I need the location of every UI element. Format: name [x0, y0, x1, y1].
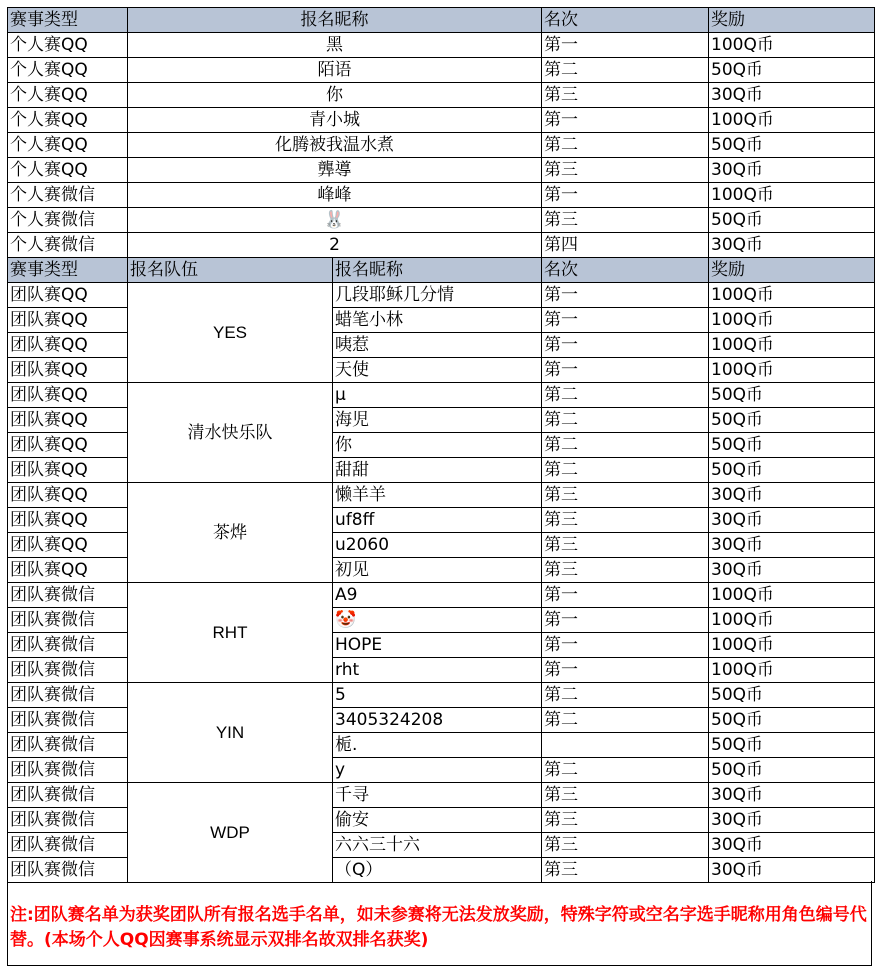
- type-cell: 团队赛QQ: [8, 458, 128, 483]
- nickname-cell: 化腾被我温水煮: [128, 133, 542, 158]
- reward-cell: 50Q币: [709, 683, 875, 708]
- type-cell: 团队赛QQ: [8, 408, 128, 433]
- nickname-cell: 初见: [333, 558, 542, 583]
- reward-cell: 100Q币: [709, 283, 875, 308]
- header-cell-reward: 奖励: [709, 8, 875, 33]
- reward-cell: 50Q币: [709, 758, 875, 783]
- type-cell: 团队赛QQ: [8, 358, 128, 383]
- nickname-cell: 懒羊羊: [333, 483, 542, 508]
- rank-cell: 第二: [542, 383, 709, 408]
- rank-cell: 第一: [542, 108, 709, 133]
- type-cell: 团队赛微信: [8, 733, 128, 758]
- type-cell: 团队赛微信: [8, 808, 128, 833]
- nickname-cell: 甜甜: [333, 458, 542, 483]
- reward-cell: 30Q币: [709, 233, 875, 258]
- type-cell: 团队赛QQ: [8, 333, 128, 358]
- reward-cell: 100Q币: [709, 33, 875, 58]
- nickname-cell: 你: [128, 83, 542, 108]
- rank-cell: 第三: [542, 858, 709, 883]
- type-cell: 团队赛微信: [8, 633, 128, 658]
- team-name-cell: 清水快乐队: [128, 383, 333, 483]
- individual-row: [8, 58, 875, 83]
- nickname-cell: （Q）: [333, 858, 542, 883]
- rank-cell: 第一: [542, 633, 709, 658]
- reward-cell: 30Q币: [709, 508, 875, 533]
- reward-cell: 50Q币: [709, 733, 875, 758]
- reward-cell: 30Q币: [709, 833, 875, 858]
- rank-cell: 第一: [542, 358, 709, 383]
- nickname-cell: μ: [333, 383, 542, 408]
- rank-cell: 第三: [542, 483, 709, 508]
- rank-cell: 第二: [542, 58, 709, 83]
- team-row: [8, 383, 875, 408]
- nickname-cell: 陌语: [128, 58, 542, 83]
- team-name-cell: WDP: [128, 783, 333, 883]
- reward-cell: 30Q币: [709, 808, 875, 833]
- reward-cell: 100Q币: [709, 633, 875, 658]
- reward-cell: 100Q币: [709, 333, 875, 358]
- team-name-cell: YES: [128, 283, 333, 383]
- team-row: [8, 283, 875, 308]
- individual-row: [8, 33, 875, 58]
- type-cell: 团队赛微信: [8, 708, 128, 733]
- type-cell: 个人赛QQ: [8, 158, 128, 183]
- type-cell: 团队赛微信: [8, 833, 128, 858]
- header-cell-nickname: 报名昵称: [333, 258, 542, 283]
- individual-row: [8, 133, 875, 158]
- team-row: [8, 783, 875, 808]
- nickname-cell: rht: [333, 658, 542, 683]
- individual-row: [8, 108, 875, 133]
- type-cell: 团队赛QQ: [8, 308, 128, 333]
- nickname-cell: 龏導: [128, 158, 542, 183]
- rank-cell: 第一: [542, 308, 709, 333]
- rank-cell: 第二: [542, 758, 709, 783]
- type-cell: 团队赛微信: [8, 758, 128, 783]
- team-row: [8, 483, 875, 508]
- reward-cell: 50Q币: [709, 208, 875, 233]
- individual-row: [8, 158, 875, 183]
- type-cell: 团队赛微信: [8, 583, 128, 608]
- rank-cell: [542, 733, 709, 758]
- type-cell: 个人赛微信: [8, 233, 128, 258]
- reward-cell: 100Q币: [709, 183, 875, 208]
- header-cell-reward: 奖励: [709, 258, 875, 283]
- individual-row: [8, 208, 875, 233]
- reward-cell: 100Q币: [709, 108, 875, 133]
- nickname-cell: 千寻: [333, 783, 542, 808]
- type-cell: 团队赛QQ: [8, 383, 128, 408]
- rank-cell: 第三: [542, 558, 709, 583]
- reward-cell: 100Q币: [709, 583, 875, 608]
- rank-cell: 第一: [542, 658, 709, 683]
- type-cell: 团队赛微信: [8, 683, 128, 708]
- nickname-cell: 六六三十六: [333, 833, 542, 858]
- reward-cell: 30Q币: [709, 158, 875, 183]
- header-cell-team: 报名队伍: [128, 258, 333, 283]
- team-row: [8, 583, 875, 608]
- nickname-cell: 黑: [128, 33, 542, 58]
- rank-cell: 第一: [542, 183, 709, 208]
- header-cell-nickname: 报名昵称: [128, 8, 542, 33]
- rank-cell: 第三: [542, 508, 709, 533]
- nickname-cell: 天使: [333, 358, 542, 383]
- rank-cell: 第四: [542, 233, 709, 258]
- rank-cell: 第三: [542, 533, 709, 558]
- nickname-cell: 咦惹: [333, 333, 542, 358]
- rank-cell: 第一: [542, 33, 709, 58]
- rank-cell: 第三: [542, 158, 709, 183]
- individual-row: [8, 83, 875, 108]
- rank-cell: 第一: [542, 283, 709, 308]
- nickname-cell: 栀.: [333, 733, 542, 758]
- type-cell: 个人赛QQ: [8, 83, 128, 108]
- results-table: [7, 7, 875, 883]
- rank-cell: 第二: [542, 458, 709, 483]
- nickname-cell: 几段耶稣几分情: [333, 283, 542, 308]
- team-header-row: [8, 258, 875, 283]
- type-cell: 团队赛微信: [8, 608, 128, 633]
- type-cell: 团队赛QQ: [8, 558, 128, 583]
- reward-cell: 30Q币: [709, 558, 875, 583]
- type-cell: 个人赛QQ: [8, 108, 128, 133]
- team-row: [8, 683, 875, 708]
- header-cell-rank: 名次: [542, 8, 709, 33]
- nickname-cell: uf8ff: [333, 508, 542, 533]
- nickname-cell: HOPE: [333, 633, 542, 658]
- type-cell: 个人赛QQ: [8, 133, 128, 158]
- header-cell-rank: 名次: [542, 258, 709, 283]
- reward-cell: 30Q币: [709, 783, 875, 808]
- nickname-cell: 🐰: [128, 208, 542, 233]
- nickname-cell: y: [333, 758, 542, 783]
- reward-cell: 50Q币: [709, 433, 875, 458]
- header-cell-type: 赛事类型: [8, 8, 128, 33]
- reward-cell: 50Q币: [709, 708, 875, 733]
- team-name-cell: YIN: [128, 683, 333, 783]
- rank-cell: 第三: [542, 208, 709, 233]
- reward-cell: 50Q币: [709, 58, 875, 83]
- type-cell: 团队赛微信: [8, 858, 128, 883]
- header-cell-type: 赛事类型: [8, 258, 128, 283]
- team-name-cell: RHT: [128, 583, 333, 683]
- reward-cell: 50Q币: [709, 133, 875, 158]
- type-cell: 团队赛QQ: [8, 283, 128, 308]
- reward-cell: 30Q币: [709, 858, 875, 883]
- rank-cell: 第二: [542, 708, 709, 733]
- type-cell: 个人赛QQ: [8, 33, 128, 58]
- reward-cell: 100Q币: [709, 658, 875, 683]
- nickname-cell: 偷安: [333, 808, 542, 833]
- type-cell: 团队赛QQ: [8, 508, 128, 533]
- rank-cell: 第一: [542, 333, 709, 358]
- nickname-cell: 海児: [333, 408, 542, 433]
- reward-cell: 100Q币: [709, 608, 875, 633]
- type-cell: 团队赛微信: [8, 658, 128, 683]
- type-cell: 个人赛QQ: [8, 58, 128, 83]
- note-text: 注:团队赛名单为获奖团队所有报名选手名单，如未参赛将无法发放奖励，特殊字符或空名字选手昵称用角色编号代替。(本场个人QQ因赛事系统显示双排名故双排名获奖): [10, 905, 867, 950]
- nickname-cell: 5: [333, 683, 542, 708]
- nickname-cell: A9: [333, 583, 542, 608]
- rank-cell: 第三: [542, 808, 709, 833]
- note-box: [7, 881, 872, 966]
- individual-header-row: [8, 8, 875, 33]
- reward-cell: 100Q币: [709, 358, 875, 383]
- nickname-cell: 3405324208: [333, 708, 542, 733]
- reward-cell: 30Q币: [709, 533, 875, 558]
- reward-cell: 50Q币: [709, 458, 875, 483]
- reward-cell: 50Q币: [709, 383, 875, 408]
- type-cell: 团队赛微信: [8, 783, 128, 808]
- team-name-cell: 茶烨: [128, 483, 333, 583]
- type-cell: 团队赛QQ: [8, 433, 128, 458]
- reward-cell: 30Q币: [709, 483, 875, 508]
- rank-cell: 第一: [542, 608, 709, 633]
- rank-cell: 第三: [542, 83, 709, 108]
- rank-cell: 第一: [542, 583, 709, 608]
- individual-row: [8, 183, 875, 208]
- reward-cell: 50Q币: [709, 408, 875, 433]
- rank-cell: 第三: [542, 783, 709, 808]
- rank-cell: 第二: [542, 683, 709, 708]
- nickname-cell: 蜡笔小林: [333, 308, 542, 333]
- type-cell: 个人赛微信: [8, 183, 128, 208]
- individual-row: [8, 233, 875, 258]
- reward-cell: 100Q币: [709, 308, 875, 333]
- nickname-cell: 你: [333, 433, 542, 458]
- type-cell: 个人赛微信: [8, 208, 128, 233]
- nickname-cell: 峰峰: [128, 183, 542, 208]
- rank-cell: 第三: [542, 833, 709, 858]
- nickname-cell: u2060: [333, 533, 542, 558]
- nickname-cell: 🤡: [333, 608, 542, 633]
- type-cell: 团队赛QQ: [8, 483, 128, 508]
- nickname-cell: 青小城: [128, 108, 542, 133]
- nickname-cell: 2: [128, 233, 542, 258]
- rank-cell: 第二: [542, 133, 709, 158]
- reward-cell: 30Q币: [709, 83, 875, 108]
- rank-cell: 第二: [542, 408, 709, 433]
- rank-cell: 第二: [542, 433, 709, 458]
- type-cell: 团队赛QQ: [8, 533, 128, 558]
